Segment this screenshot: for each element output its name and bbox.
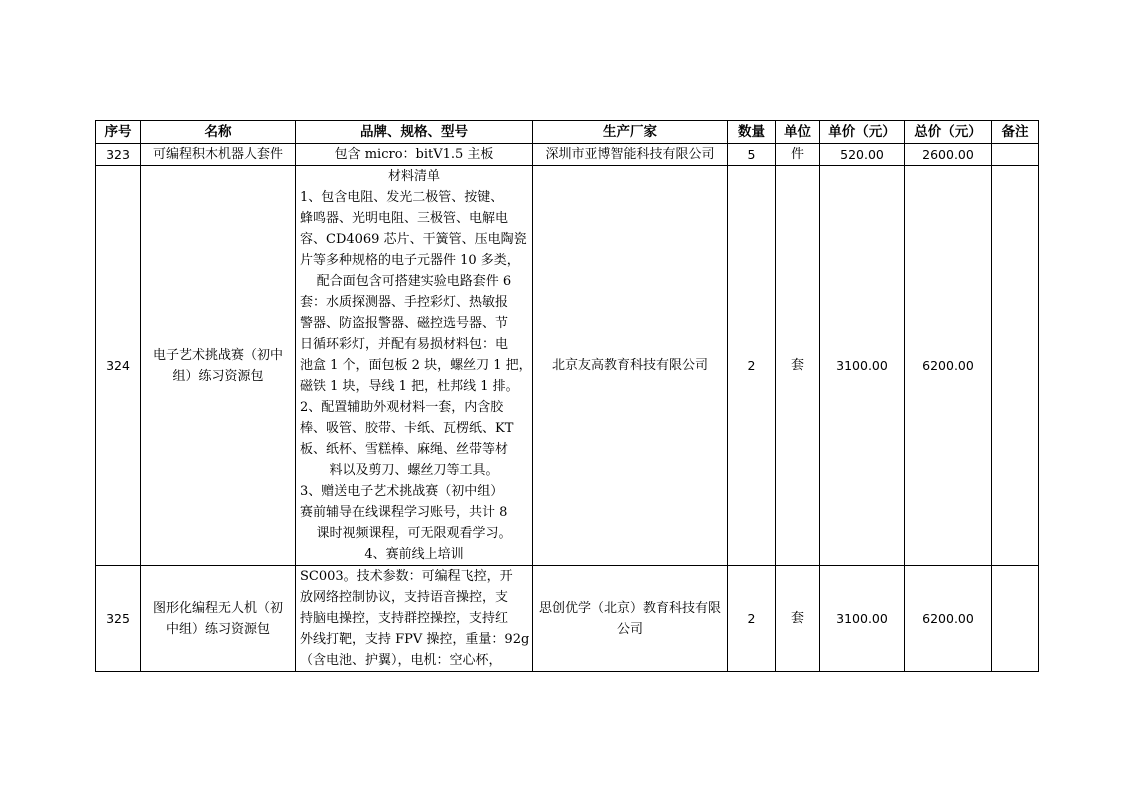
cell-spec bbox=[296, 144, 533, 166]
spec-line: 配合面包含可搭建实验电路套件 6 bbox=[316, 274, 512, 289]
cell-price: 520.00 bbox=[820, 144, 905, 166]
cell-unit: 套 bbox=[776, 566, 820, 672]
cell-no: 324 bbox=[96, 166, 141, 566]
spec-line: 蜂鸣器、光明电阻、三极管、电解电 bbox=[300, 211, 509, 226]
cell-total: 6200.00 bbox=[905, 166, 992, 566]
spec-line: 持脑电操控，支持群控操控，支持红 bbox=[300, 611, 509, 626]
spec-line: 放网络控制协议，支持语音操控，支 bbox=[300, 590, 509, 605]
spec-line: 日循环彩灯，并配有易损材料包：电 bbox=[300, 337, 509, 352]
table-row bbox=[96, 166, 1039, 566]
spec-line: 板、纸杯、雪糕棒、麻绳、丝带等材 bbox=[300, 442, 509, 457]
cell-price: 3100.00 bbox=[820, 166, 905, 566]
spec-line: 磁铁 1 块，导线 1 把，杜邦线 1 排。 bbox=[300, 379, 519, 394]
spec-line: 2、配置辅助外观材料一套，内含胶 bbox=[300, 400, 504, 415]
cell-spec bbox=[296, 566, 533, 672]
spec-line: 课时视频课程，可无限观看学习。 bbox=[316, 526, 512, 541]
cell-price: 3100.00 bbox=[820, 566, 905, 672]
header-unit: 单位 bbox=[776, 121, 820, 144]
spec-line: 外线打靶，支持 FPV 操控，重量：92g bbox=[300, 632, 530, 647]
spec-line: 片等多种规格的电子元器件 10 多类， bbox=[300, 253, 520, 268]
cell-note bbox=[992, 166, 1039, 566]
cell-no: 325 bbox=[96, 566, 141, 672]
header-row bbox=[96, 121, 1039, 144]
cell-spec bbox=[296, 166, 533, 566]
spec-line: 容、CD4069 芯片、干簧管、压电陶瓷 bbox=[300, 232, 527, 247]
spec-line: 材料清单 bbox=[387, 169, 440, 184]
cell-name: 图形化编程无人机（初中组）练习资源包 bbox=[141, 566, 296, 672]
spec-line: 4、赛前线上培训 bbox=[364, 547, 464, 562]
header-no: 序号 bbox=[96, 121, 141, 144]
cell-total: 2600.00 bbox=[905, 144, 992, 166]
spec-line: 3、赠送电子艺术挑战赛（初中组） bbox=[300, 484, 504, 499]
procurement-table-wrapper bbox=[95, 120, 1039, 672]
header-name: 名称 bbox=[141, 121, 296, 144]
spec-line: 套：水质探测器、手控彩灯、热敏报 bbox=[300, 295, 509, 310]
spec-line: SC003。技术参数：可编程飞控，开 bbox=[300, 569, 513, 584]
table-row bbox=[96, 566, 1039, 672]
cell-maker: 北京友高教育科技有限公司 bbox=[533, 166, 728, 566]
cell-note bbox=[992, 144, 1039, 166]
cell-no: 323 bbox=[96, 144, 141, 166]
header-note: 备注 bbox=[992, 121, 1039, 144]
header-price: 单价（元） bbox=[820, 121, 905, 144]
spec-line: 料以及剪刀、螺丝刀等工具。 bbox=[329, 463, 499, 478]
cell-maker: 深圳市亚博智能科技有限公司 bbox=[533, 144, 728, 166]
cell-note bbox=[992, 566, 1039, 672]
cell-name: 可编程积木机器人套件 bbox=[141, 144, 296, 166]
cell-qty: 2 bbox=[728, 166, 776, 566]
spec-line: 池盒 1 个，面包板 2 块，螺丝刀 1 把， bbox=[300, 358, 532, 373]
table-row bbox=[96, 144, 1039, 166]
spec-line: 棒、吸管、胶带、卡纸、瓦楞纸、KT bbox=[300, 421, 514, 436]
cell-unit: 套 bbox=[776, 166, 820, 566]
cell-maker: 思创优学（北京）教育科技有限公司 bbox=[533, 566, 728, 672]
spec-line: 包含 micro：bitV1.5 主板 bbox=[334, 147, 494, 162]
header-maker: 生产厂家 bbox=[533, 121, 728, 144]
spec-line: （含电池、护翼），电机：空心杯， bbox=[300, 653, 502, 668]
cell-qty: 2 bbox=[728, 566, 776, 672]
spec-line: 警器、防盗报警器、磁控选号器、节 bbox=[300, 316, 509, 331]
header-qty: 数量 bbox=[728, 121, 776, 144]
spec-line: 1、包含电阻、发光二极管、按键、 bbox=[300, 190, 504, 205]
cell-name: 电子艺术挑战赛（初中组）练习资源包 bbox=[141, 166, 296, 566]
cell-total: 6200.00 bbox=[905, 566, 992, 672]
header-spec: 品牌、规格、型号 bbox=[296, 121, 533, 144]
procurement-table bbox=[95, 120, 1039, 672]
header-total: 总价（元） bbox=[905, 121, 992, 144]
spec-line: 赛前辅导在线课程学习账号，共计 8 bbox=[300, 505, 508, 520]
cell-qty: 5 bbox=[728, 144, 776, 166]
cell-unit: 件 bbox=[776, 144, 820, 166]
